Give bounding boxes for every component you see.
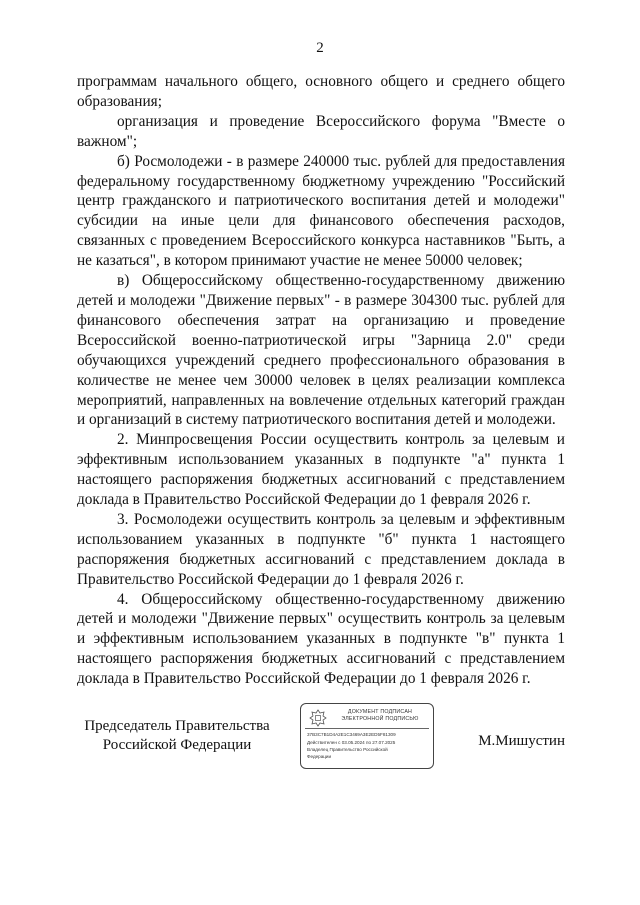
stamp-certificate: 37B3C7B1D4A2E1C3469A3E2ED5F81309 xyxy=(307,732,396,737)
signatory-position-line1: Председатель Правительства xyxy=(84,718,270,734)
stamp-owner-line2: Федерации xyxy=(307,754,332,759)
signatory-position xyxy=(77,717,277,755)
paragraph-continuation: программам начального общего, основного общего и среднего общего образования; xyxy=(77,73,565,110)
paragraph-point-2: 2. Минпросвещения России осуществить контроль за целевым и эффективным использованием указанных в подпункте "а" пункта 1 настоящего распоряжения бюджетных ассигнований с представлением доклада в Правительство Российской Федерации до 1 февраля 2026 г. xyxy=(77,431,565,509)
document-body xyxy=(77,72,565,689)
paragraph-item-b: б) Росмолодежи - в размере 240000 тыс. рублей для предоставления федеральному государственному бюджетному учреждению "Российский центр гражданского и патриотического воспитания детей и молодежи" субсидии на иные цели для финансового обеспечения расходов, связанных с проведением Всероссийского конкурса наставников "Быть, а не казаться", в котором принимают участие не менее 50000 человек; xyxy=(77,152,565,270)
stamp-title-line2: ЭЛЕКТРОННОЙ ПОДПИСЬЮ xyxy=(341,716,419,722)
signatory-position-line2: Российской Федерации xyxy=(102,737,252,753)
paragraph-point-4: 4. Общероссийскому общественно-государственному движению детей и молодежи "Движение первых" осуществить контроль за целевым и эффективным использованием указанных в подпункте "в" пункта 1 настоящего распоряжения бюджетных ассигнований с представлением доклада в Правительство Российской Федерации до 1 февраля 2026 г. xyxy=(77,590,565,688)
stamp-title-line1: ДОКУМЕНТ ПОДПИСАН xyxy=(347,709,413,715)
paragraph-item-v: в) Общероссийскому общественно-государственному движению детей и молодежи "Движение первых" - в размере 304300 тыс. рублей для финансового обеспечения затрат на организацию и проведение Всероссийской военно-патриотической игры "Зарница 2.0" среди обучающихся учреждений среднего профессионального образования в количестве не менее чем 30000 человек в целях реализации комплекса мероприятий, направленных на вовлечение отдельных категорий граждан и организаций в систему патриотического воспитания детей и молодежи. xyxy=(77,272,565,429)
stamp-title xyxy=(331,709,429,723)
paragraph-point-3: 3. Росмолодежи осуществить контроль за целевым и эффективным использованием указанных в подпункте "б" пункта 1 настоящего распоряжения бюджетных ассигнований с представлением доклада в Правительство Российской Федерации до 1 февраля 2026 г. xyxy=(77,510,565,588)
paragraph-forum: организация и проведение Всероссийского форума "Вместе о важном"; xyxy=(77,112,565,150)
page-number: 2 xyxy=(316,40,324,56)
signatory-name: М.Мишустин xyxy=(478,733,565,749)
emblem-icon xyxy=(308,709,328,727)
stamp-owner-line1: Владелец Правительство Российской xyxy=(307,747,388,752)
stamp-validity: Действителен с 03.05.2024 по 27.07.2025 xyxy=(307,740,396,745)
electronic-signature-stamp xyxy=(300,703,434,769)
stamp-divider xyxy=(305,728,429,729)
